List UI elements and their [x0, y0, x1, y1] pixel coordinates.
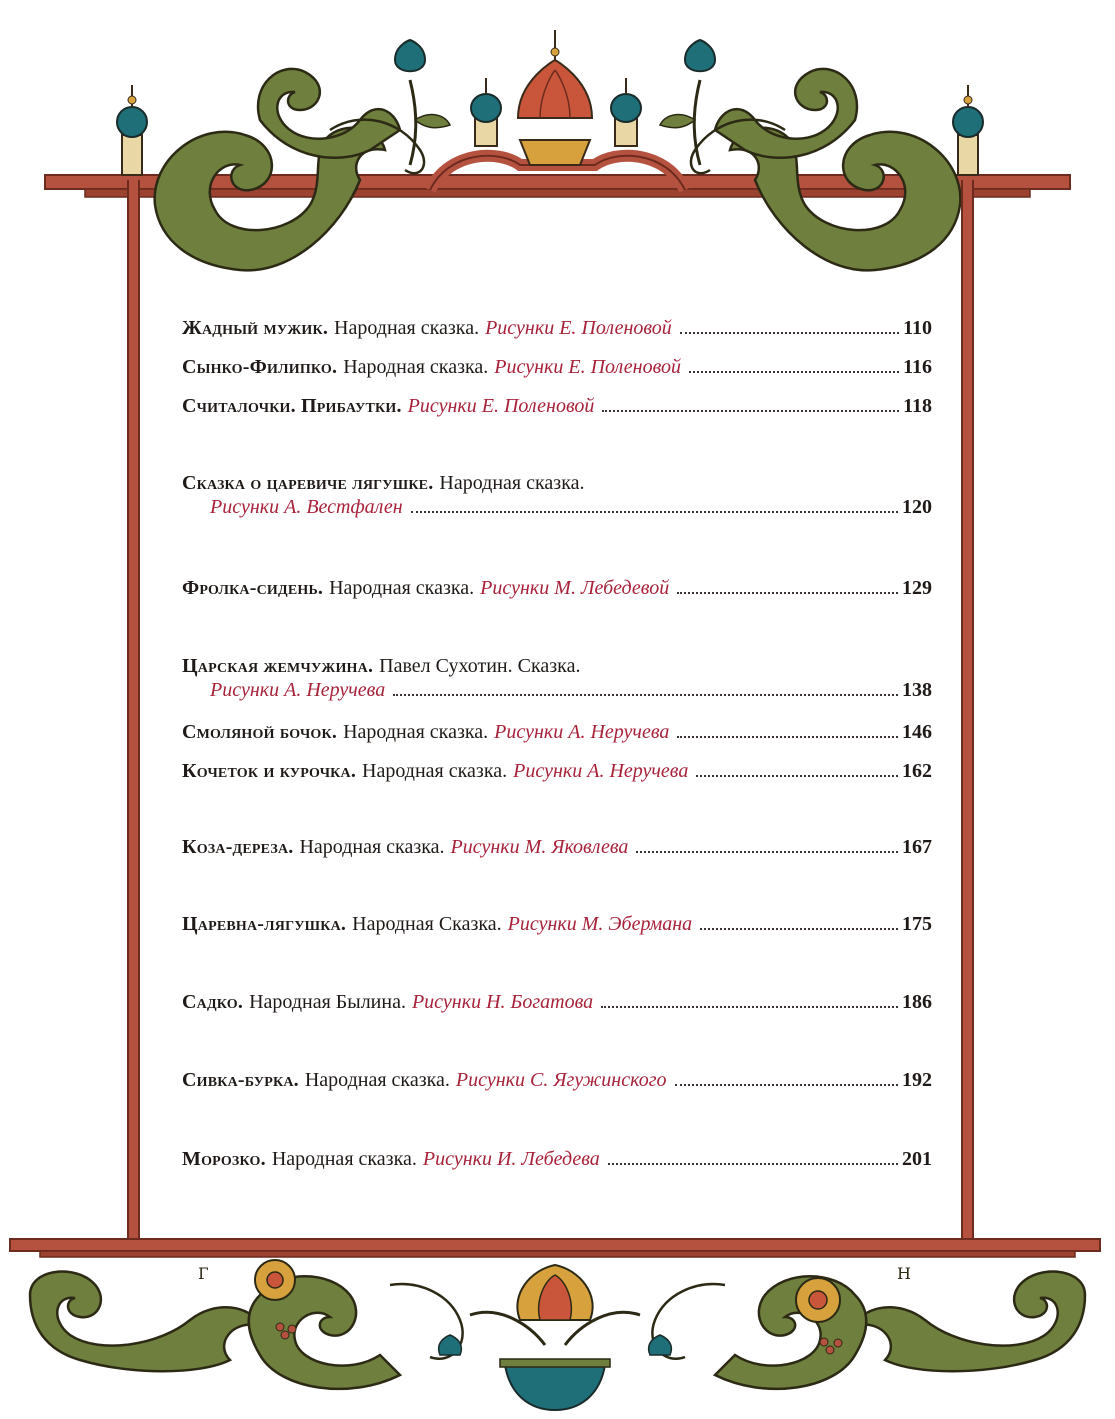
toc-entry-page: 175 [902, 913, 932, 935]
toc-entry-title: Коза-дереза. [182, 836, 294, 858]
toc-entry[interactable] [182, 835, 932, 859]
toc-entry-illustrator: Рисунки М. Лебедевой [480, 577, 670, 599]
toc-entry-page: 146 [902, 721, 932, 743]
dot-leader [696, 774, 898, 777]
frame-left-post [127, 180, 140, 1240]
dot-leader [601, 1005, 898, 1008]
left-acanthus-icon [155, 69, 424, 270]
right-acanthus-icon [691, 69, 960, 270]
toc-entry-title: Сивка-бурка. [182, 1069, 299, 1091]
dot-leader [675, 1083, 899, 1086]
toc-entry-illustrator: Рисунки Е. Поленовой [494, 356, 681, 378]
toc-entry-illustrator: Рисунки Е. Поленовой [485, 317, 672, 339]
dot-leader [680, 331, 899, 334]
toc-entry[interactable] [182, 759, 932, 783]
toc-entry-illustrator: Рисунки А. Неручева [210, 679, 386, 701]
central-vase-icon [470, 1265, 640, 1410]
dot-leader [393, 693, 898, 696]
toc-entry-page: 167 [902, 836, 932, 858]
central-dome-icon [518, 30, 592, 165]
dot-leader [411, 510, 898, 513]
toc-entry-genre: Народная сказка. [329, 577, 475, 599]
toc-entry-genre: Народная сказка. [439, 472, 585, 494]
right-small-dome-icon [611, 78, 641, 146]
toc-entry-title: Кочеток и курочка. [182, 760, 357, 782]
toc-entry[interactable] [182, 654, 932, 704]
toc-entry-title: Смоляной бочок. [182, 721, 338, 743]
toc-entry-page: 138 [902, 679, 932, 701]
toc-entry-title: Фролка-сидень. [182, 577, 324, 599]
dot-leader [677, 591, 898, 594]
toc-entry[interactable] [182, 720, 932, 744]
toc-entry-title: Сказка о царевиче лягушке. [182, 472, 434, 494]
toc-entry[interactable] [182, 576, 932, 600]
toc-entry-title: Царевна-лягушка. [182, 913, 347, 935]
toc-entry-genre: Народная сказка. [299, 836, 445, 858]
toc-entry-illustrator: Рисунки М. Эбермана [507, 913, 693, 935]
monogram-right: Н [897, 1264, 911, 1283]
toc-entry[interactable] [182, 1147, 932, 1171]
toc-entry-illustrator: Рисунки М. Яковлева [450, 836, 629, 858]
toc-entry-title: Сынко-Филипко. [182, 356, 338, 378]
toc-entry-page: 192 [902, 1069, 932, 1091]
toc-entry[interactable] [182, 471, 932, 521]
toc-entry-illustrator: Рисунки Н. Богатова [411, 991, 594, 1013]
left-flower-icon [255, 1260, 295, 1300]
left-small-dome-icon [471, 78, 501, 146]
toc-entry-genre: Народная сказка. [271, 1148, 417, 1170]
toc-entry[interactable] [182, 394, 932, 418]
toc-entry-title: Садко. [182, 991, 244, 1013]
monogram-left: Г [198, 1264, 209, 1283]
toc-entry-genre: Павел Сухотин. Сказка. [379, 655, 581, 677]
toc-entry-page: 116 [903, 356, 932, 378]
dot-leader [700, 927, 898, 930]
toc-entry-illustrator: Рисунки С. Ягужинского [455, 1069, 667, 1091]
toc-entry-illustrator: Рисунки И. Лебедева [422, 1148, 600, 1170]
right-bottom-acanthus-icon [652, 1272, 1085, 1389]
toc-entry-page: 118 [903, 395, 932, 417]
right-flower-icon [796, 1278, 840, 1322]
toc-entry-page: 186 [902, 991, 932, 1013]
toc-entry-genre: Народная Былина. [249, 991, 406, 1013]
left-tulip-icon [395, 40, 450, 165]
dot-leader [608, 1162, 898, 1165]
toc-entry[interactable] [182, 1068, 932, 1092]
toc-entry-title: Морозко. [182, 1148, 266, 1170]
dot-leader [602, 409, 899, 412]
toc-entry[interactable] [182, 912, 932, 936]
toc-entry-illustrator: Рисунки А. Неручева [494, 721, 670, 743]
toc-entry-genre: Народная сказка. [304, 1069, 450, 1091]
toc-entry-page: 162 [902, 760, 932, 782]
toc-entry-page: 129 [902, 577, 932, 599]
blue-flowers-icon [439, 1335, 672, 1355]
left-bottom-acanthus-icon [30, 1272, 463, 1389]
dot-leader [677, 735, 898, 738]
toc-entry-genre: Народная Сказка. [352, 913, 502, 935]
toc-entry[interactable] [182, 316, 932, 340]
toc-entry-illustrator: Рисунки А. Вестфален [210, 496, 403, 518]
dot-leader [636, 850, 898, 853]
bottom-ornament-border [0, 1225, 1115, 1419]
toc-entry-illustrator: Рисунки А. Неручева [513, 760, 689, 782]
toc-entry-genre: Народная сказка. [343, 721, 489, 743]
right-tulip-icon [660, 40, 715, 165]
frame-right-post [961, 180, 974, 1240]
toc-entry-page: 120 [902, 496, 932, 518]
toc-entry-title: Считалочки. Прибаутки. [182, 395, 402, 417]
toc-entry-genre: Народная сказка. [343, 356, 489, 378]
toc-entry-title: Жадный мужик. [182, 317, 329, 339]
toc-entry-genre: Народная сказка. [362, 760, 508, 782]
right-finial-icon [953, 85, 983, 175]
toc-entry-illustrator: Рисунки Е. Поленовой [407, 395, 595, 417]
toc-entry-page: 110 [903, 317, 932, 339]
berries-icon [276, 1323, 842, 1354]
toc-entry-genre: Народная сказка. [334, 317, 480, 339]
toc-entry[interactable] [182, 990, 932, 1014]
toc-entry-title: Царская жемчужина. [182, 655, 374, 677]
toc-entry-page: 201 [902, 1148, 932, 1170]
left-finial-icon [117, 85, 147, 175]
toc-entry[interactable] [182, 355, 932, 379]
dot-leader [689, 370, 899, 373]
top-ornament-border [0, 0, 1115, 300]
